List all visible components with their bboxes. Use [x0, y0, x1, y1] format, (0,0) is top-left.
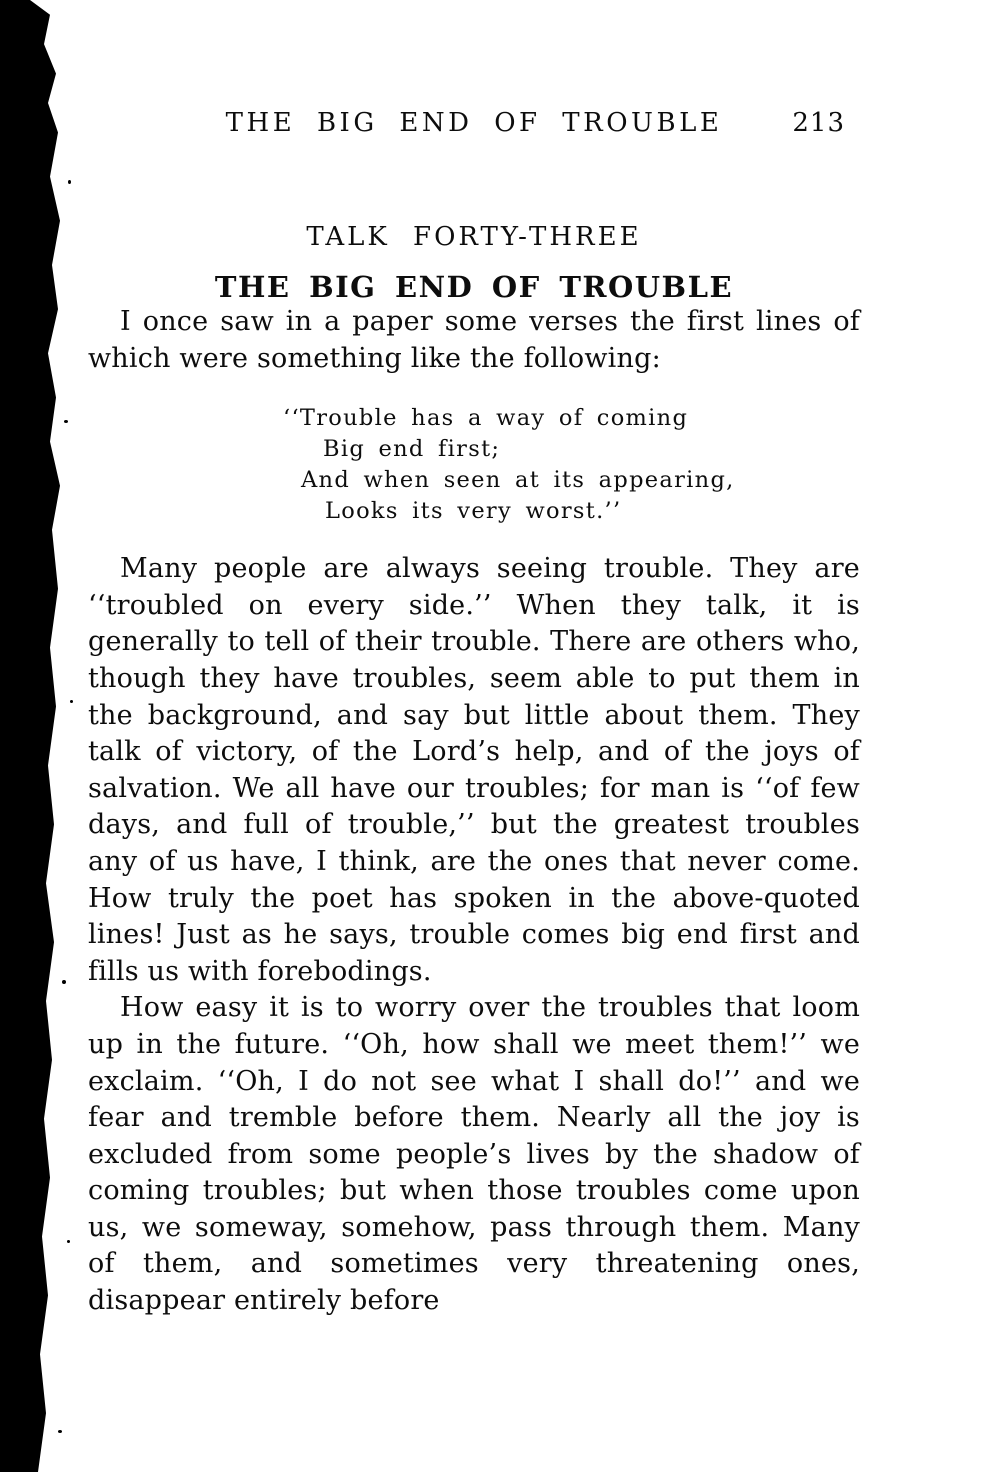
- verse-line: And when seen at its appearing,: [301, 467, 735, 494]
- page-content: [88, 0, 860, 1320]
- scan-speck: [58, 1430, 62, 1433]
- verse-block: [88, 403, 860, 527]
- scan-speck: [64, 420, 68, 423]
- intro-paragraph: I once saw in a paper some verses the first lines of which were something like the following:: [88, 306, 860, 374]
- scan-speck: [68, 180, 71, 184]
- running-header: [88, 108, 860, 142]
- scan-speck: [67, 1240, 70, 1243]
- scan-speck: [70, 700, 73, 703]
- page-number: 213: [792, 108, 845, 138]
- verse-line: Big end first;: [323, 436, 501, 463]
- talk-number-heading: TALK FORTY-THREE: [306, 222, 642, 252]
- verse-line: ‘‘Trouble has a way of coming: [283, 405, 689, 432]
- verse-line: Looks its very worst.’’: [325, 498, 622, 525]
- scan-speck: [62, 980, 66, 984]
- chapter-title: THE BIG END OF TROUBLE: [214, 270, 734, 304]
- running-title: THE BIG END OF TROUBLE: [225, 108, 723, 138]
- body-paragraph: How easy it is to worry over the troubles that loom up in the future. ‘‘Oh, how shall we meet them!’’ we exclaim. ‘‘Oh, I do not see what I shall do!’’ and we fear and tremble before them. Nearly all the joy is excluded from some people’s lives by the shadow of coming troubles; but when those troubles come upon us, we someway, somehow, pass through them. Many of them, and sometimes very threatening ones, disappear entirely before: [88, 992, 860, 1317]
- body-paragraph: Many people are always seeing trouble. They are ‘‘troubled on every side.’’ When they talk, it is generally to tell of their trouble. There are others who, though they have troubles, seem able to put them in the background, and say but little about them. They talk of victory, of the Lord’s help, and of the joys of salvation. We all have our troubles; for man is ‘‘of few days, and full of trouble,’’ but the greatest troubles any of us have, I think, are the ones that never come. How truly the poet has spoken in the above-quoted lines! Just as he says, trouble comes big end first and fills us with forebodings.: [88, 553, 860, 987]
- scan-edge-artifact: [0, 0, 66, 1472]
